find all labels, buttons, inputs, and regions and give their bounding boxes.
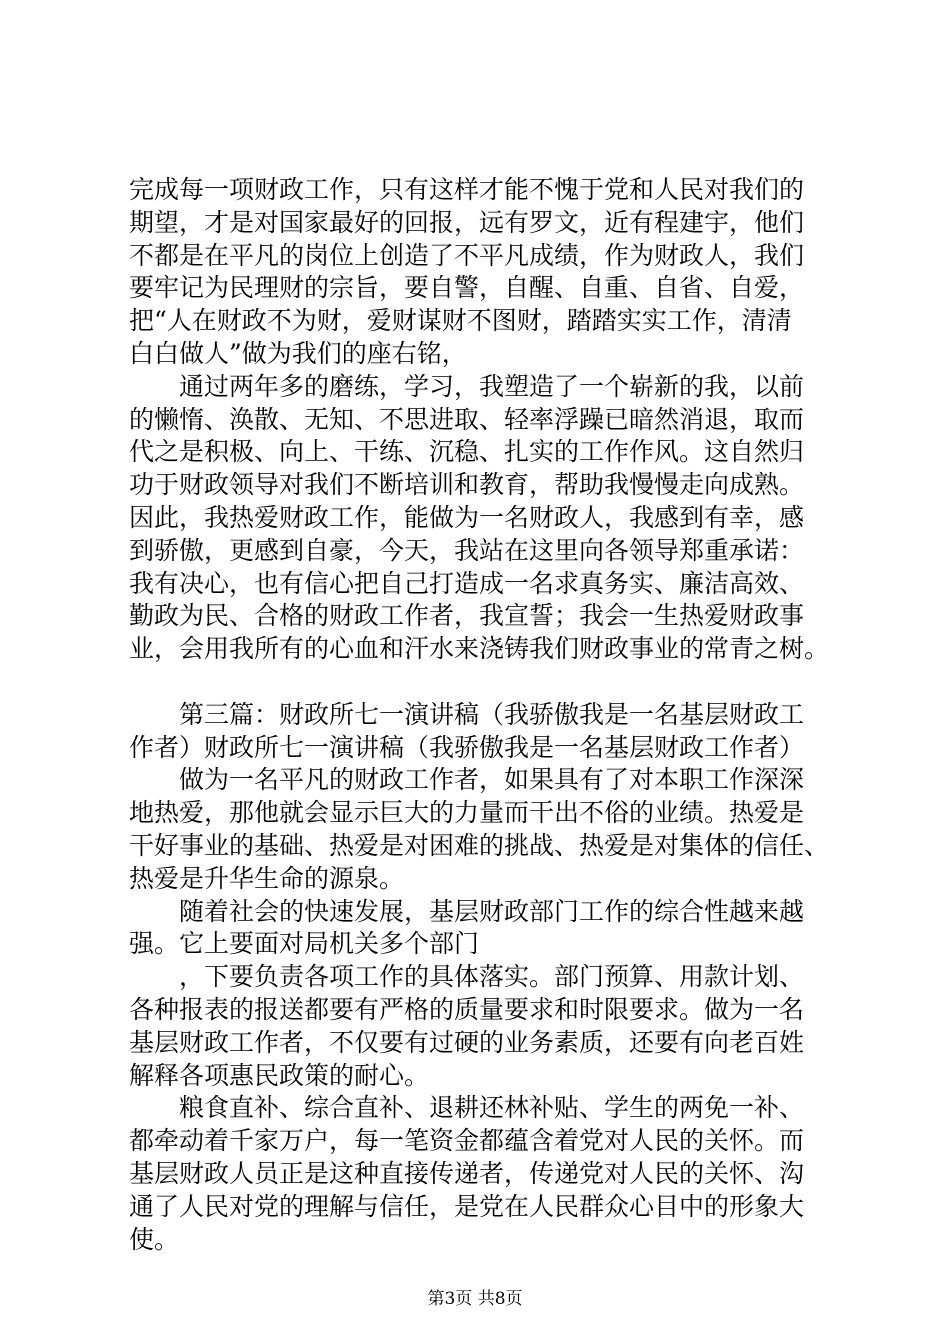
text-line: 解释各项惠民政策的耐心。	[129, 1060, 430, 1090]
page-number-footer: 第3页 共8页	[427, 1289, 523, 1309]
text-line: 功于财政领导对我们不断培训和教育，帮助我慢慢走向成熟。	[129, 470, 805, 500]
text-line: 到骄傲，更感到自豪，今天，我站在这里向各领导郑重承诺：	[129, 535, 805, 565]
text-line: 通过两年多的磨练，学习，我塑造了一个崭新的我，以前	[179, 371, 805, 401]
text-line: 业，会用我所有的心血和汗水来浇铸我们财政事业的常青之树。	[129, 634, 830, 664]
text-line: 随着社会的快速发展，基层财政部门工作的综合性越来越	[179, 896, 805, 926]
text-line: 期望，才是对国家最好的回报，远有罗文，近有程建宇，他们	[129, 207, 805, 237]
text-line: 通了人民对党的理解与信任，是党在人民群众心目中的形象大	[129, 1191, 805, 1221]
text-line: 基层财政人员正是这种直接传递者，传递党对人民的关怀、沟	[129, 1158, 805, 1188]
text-line: 干好事业的基础、热爱是对困难的挑战、热爱是对集体的信任、	[129, 830, 830, 860]
text-line: 强。它上要面对局机关多个部门	[129, 929, 480, 959]
text-line: 把“人在财政不为财，爱财谋财不图财，踏踏实实工作，清清	[129, 306, 792, 336]
text-line: ，下要负责各项工作的具体落实。部门预算、用款计划、	[179, 962, 805, 992]
section-title-line: 第三篇：财政所七一演讲稿（我骄傲我是一名基层财政工	[179, 699, 805, 729]
text-line: 使。	[129, 1224, 180, 1254]
section-title-line: 作者）财政所七一演讲稿（我骄傲我是一名基层财政工作者）	[129, 732, 805, 762]
text-line: 白白做人”做为我们的座右铭，	[129, 338, 467, 368]
text-line: 不都是在平凡的岗位上创造了不平凡成绩，作为财政人，我们	[129, 240, 805, 270]
text-line: 完成每一项财政工作，只有这样才能不愧于党和人民对我们的	[129, 175, 805, 204]
document-body	[129, 174, 859, 1256]
text-line: 要牢记为民理财的宗旨，要自警，自醒、自重、自省、自爱，	[129, 273, 805, 303]
text-line: 的懒惰、涣散、无知、不思进取、轻率浮躁已暗然消退，取而	[129, 404, 805, 434]
text-line: 粮食直补、综合直补、退耕还林补贴、学生的两免一补、	[179, 1093, 805, 1123]
paragraph-gap	[129, 666, 859, 699]
text-line: 我有决心，也有信心把自己打造成一名求真务实、廉洁高效、	[129, 568, 805, 598]
text-line: 各种报表的报送都要有严格的质量要求和时限要求。做为一名	[129, 994, 805, 1024]
text-line: 都牵动着千家万户，每一笔资金都蕴含着党对人民的关怀。而	[129, 1126, 805, 1156]
text-line: 地热爱，那他就会显示巨大的力量而干出不俗的业绩。热爱是	[129, 798, 805, 828]
text-line: 热爱是升华生命的源泉。	[129, 863, 405, 893]
text-line: 做为一名平凡的财政工作者，如果具有了对本职工作深深	[179, 765, 805, 795]
text-line: 勤政为民、合格的财政工作者，我宣誓；我会一生热爱财政事	[129, 601, 805, 631]
text-line: 基层财政工作者，不仅要有过硬的业务素质，还要有向老百姓	[129, 1027, 805, 1057]
text-line: 因此，我热爱财政工作，能做为一名财政人，我感到有幸，感	[129, 502, 805, 532]
text-line: 代之是积极、向上、干练、沉稳、扎实的工作作风。这自然归	[129, 437, 805, 467]
